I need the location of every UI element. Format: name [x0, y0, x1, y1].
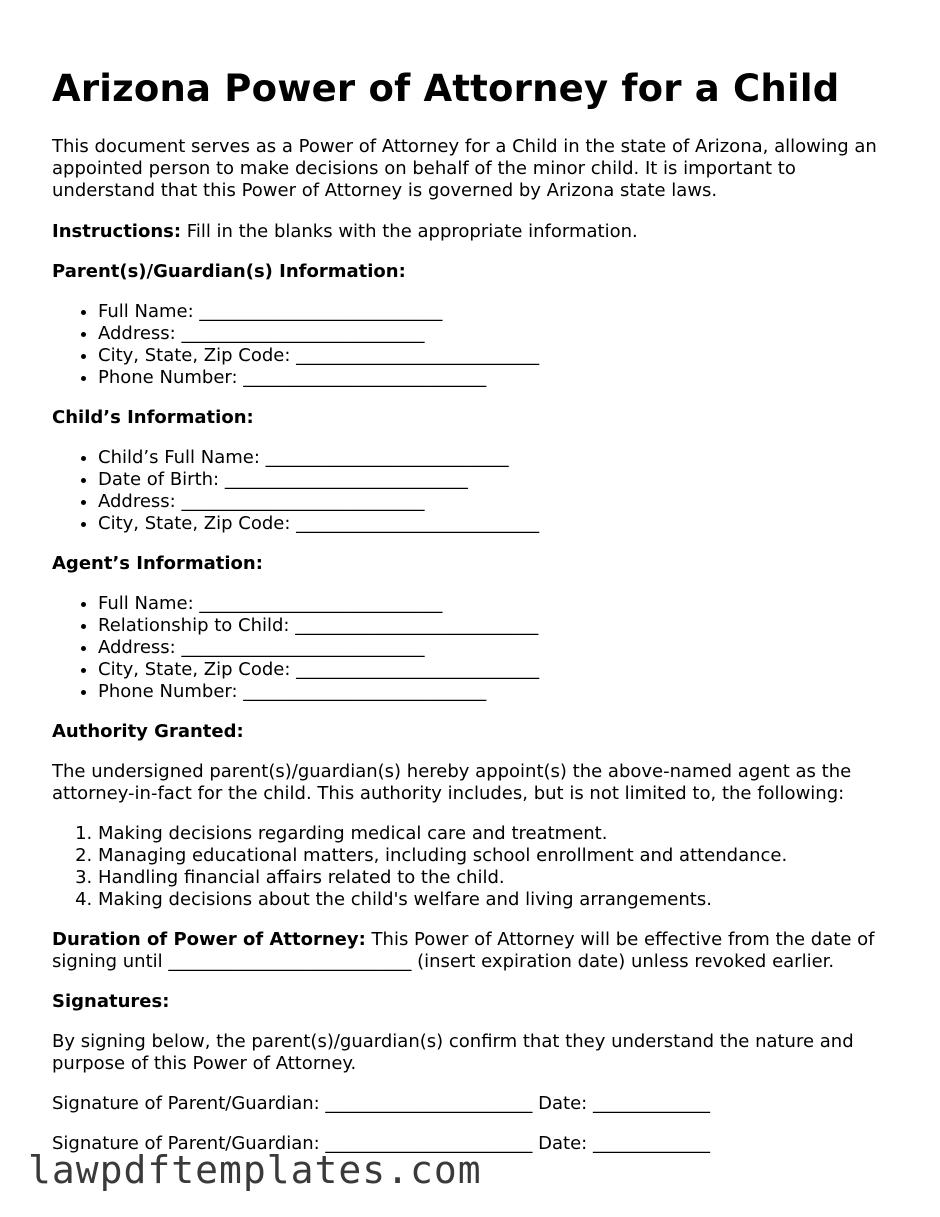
parent-section-heading: Parent(s)/Guardian(s) Information:	[52, 261, 406, 282]
child-info-list	[52, 447, 892, 535]
duration-text: This Power of Attorney will be effective from the date of signing until ___________________________ (insert expiration date) unless revoked earlier.	[52, 929, 875, 972]
instructions-label: Instructions:	[52, 221, 182, 242]
list-item: • Full Name: ___________________________	[98, 301, 892, 323]
instructions-paragraph	[52, 221, 892, 243]
parent-info-list	[52, 301, 892, 389]
list-item: • Phone Number: ___________________________	[98, 681, 892, 703]
list-item: • City, State, Zip Code: ___________________________	[98, 659, 892, 681]
list-item: • City, State, Zip Code: ___________________________	[98, 345, 892, 367]
authority-section-heading: Authority Granted:	[52, 721, 244, 742]
duration-label: Duration of Power of Attorney:	[52, 929, 366, 950]
list-item: • Child’s Full Name: ___________________________	[98, 447, 892, 469]
list-item: • Address: ___________________________	[98, 491, 892, 513]
list-item: • Full Name: ___________________________	[98, 593, 892, 615]
document-page	[52, 66, 892, 1155]
duration-paragraph	[52, 929, 892, 973]
list-item: 3. Handling financial affairs related to the child.	[98, 867, 892, 889]
list-item: • Address: ___________________________	[98, 323, 892, 345]
watermark-logo: lawpdftemplates.com	[28, 1148, 482, 1192]
signatures-paragraph: By signing below, the parent(s)/guardian(s) confirm that they understand the nature and purpose of this Power of Attorney.	[52, 1031, 854, 1074]
list-item: 2. Managing educational matters, including school enrollment and attendance.	[98, 845, 892, 867]
list-item: 4. Making decisions about the child's welfare and living arrangements.	[98, 889, 892, 911]
agent-section-heading: Agent’s Information:	[52, 553, 263, 574]
instructions-text: Fill in the blanks with the appropriate information.	[181, 221, 638, 242]
authority-paragraph: The undersigned parent(s)/guardian(s) hereby appoint(s) the above-named agent as the attorney-in-fact for the child. This authority includes, but is not limited to, the following:	[52, 761, 852, 804]
list-item: • Date of Birth: ___________________________	[98, 469, 892, 491]
child-section-heading: Child’s Information:	[52, 407, 254, 428]
list-item: • Phone Number: ___________________________	[98, 367, 892, 389]
document-title: Arizona Power of Attorney for a Child	[52, 67, 840, 110]
list-item: • Relationship to Child: ___________________________	[98, 615, 892, 637]
list-item: • Address: ___________________________	[98, 637, 892, 659]
agent-info-list	[52, 593, 892, 703]
authority-list	[52, 823, 892, 911]
signatures-heading: Signatures:	[52, 991, 170, 1012]
list-item: 1. Making decisions regarding medical care and treatment.	[98, 823, 892, 845]
intro-paragraph: This document serves as a Power of Attorney for a Child in the state of Arizona, allowing an appointed person to make decisions on behalf of the minor child. It is important to understand that this Power of Attorney is governed by Arizona state laws.	[52, 136, 877, 201]
signature-line: Signature of Parent/Guardian: _______________________ Date: _____________	[52, 1093, 710, 1114]
list-item: • City, State, Zip Code: ___________________________	[98, 513, 892, 535]
signature-line: Signature of Parent/Guardian: _______________________ Date: _____________	[52, 1133, 710, 1154]
